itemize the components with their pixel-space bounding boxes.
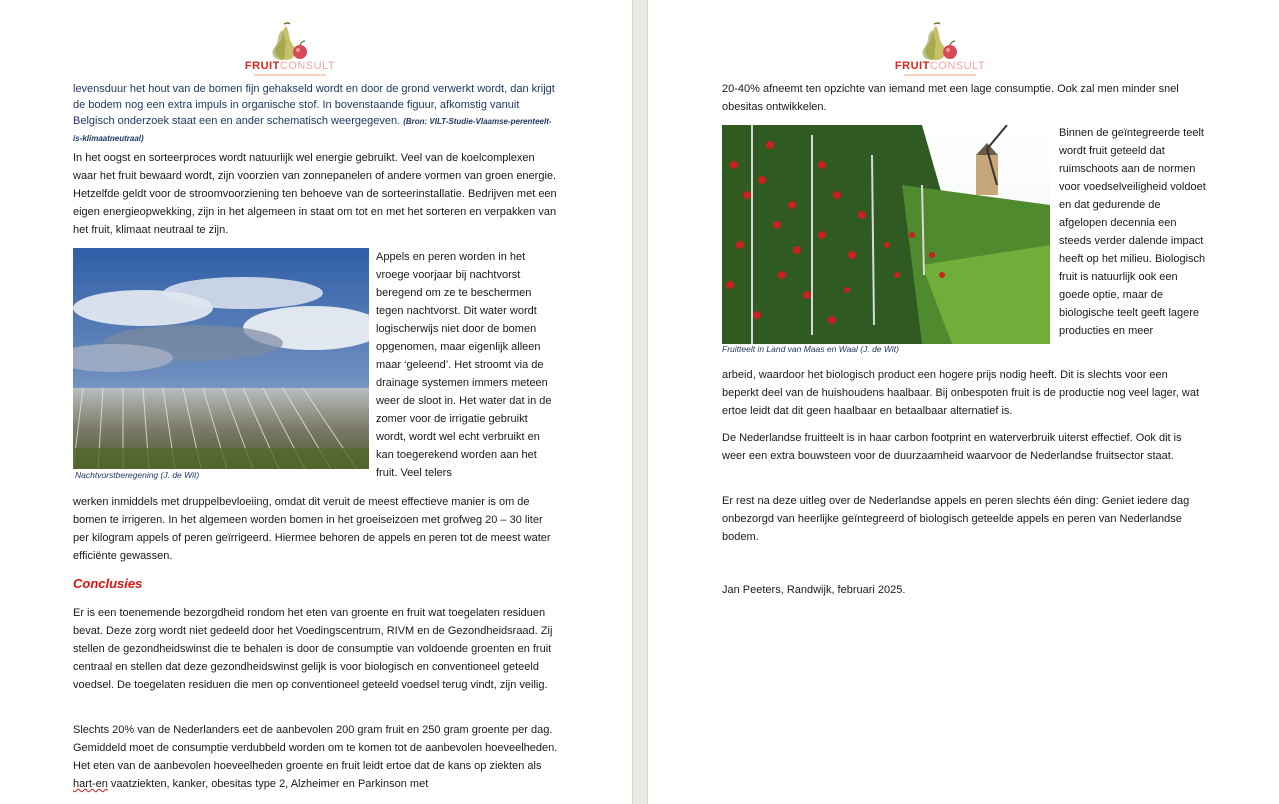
paragraph-residues: Er is een toenemende bezorgdheid rondom het eten van groente en fruit wat toegelaten residuen bevat. Deze zorg wordt niet gedeeld door het Voedingscentrum, RIVM en de Gezondheidsraad. Zij stellen de gezondheidswinst die te behalen is door de consumptie van voldoende groenten en fruit centraal en stellen dat deze gezondheidswinst gelijk is voor biologisch en conventioneel geteeld voedsel. De toegelaten residuen die men op conventioneel geteeld voedsel terug vindt, zijn veilig. [73, 607, 553, 691]
paragraph-bio-continued: arbeid, waardoor het biologisch product een hogere prijs nodig heeft. Dit is slechts voor een beperkt deel van de huishoudens haalbaar. Bij onbespoten fruit is de productie nog veel lager, wat ertoe leidt dat dit geen haalbaar en betaalbaar alternatief is. [722, 369, 1199, 417]
source-citation: (Bron: VILT-Studie-Vlaamse-perenteelt-is-klimaatneutraal) [73, 117, 552, 143]
photo-caption-orchard: Fruitteelt in Land van Maas en Waal (J. de Wit) [722, 344, 899, 354]
spelling-flag[interactable]: hart-en [73, 778, 108, 790]
paragraph-water-side: Appels en peren worden in het vroege voorjaar bij nachtvorst beregend om ze te beschermen tegen nachtvorst. Dit water wordt logischerwijs niet door de bomen opgenomen, maar eigenlijk alleen maar ‘geleend’. Het stroomt via de drainage systemen immers meteen weer de sloot in. Het water dat in de zomer voor de irrigatie gebruikt wordt, wordt wel echt verbruikt en kan toegerekend worden aan het fruit. Veel telers [376, 251, 552, 479]
signature-line: Jan Peeters, Randwijk, februari 2025. [722, 584, 906, 596]
paragraph-consumption: Slechts 20% van de Nederlanders eet de aanbevolen 200 gram fruit en 250 gram groente per dag. Gemiddeld moet de consumptie verdubbeld worden om te komen tot de aanbevolen hoeveelheden. Het eten van de aanbevolen hoeveelheden groente en fruit leidt ertoe dat de kans op ziekten als hart-en vaatziekten, kanker, obesitas type 2, Alzheimer en Parkinson met [73, 724, 558, 790]
fruitconsult-logo [890, 20, 990, 78]
logo-wordmark: FRUITCONSULT [894, 60, 986, 72]
pear-apple-icon [240, 20, 340, 62]
paragraph-closing: Er rest na deze uitleg over de Nederlandse appels en peren slechts één ding: Geniet iedere dag onbezorgd van heerlijke geïntegreerd of biologisch geteelde appels en peren van Nederlandse bodem. [722, 495, 1190, 543]
heading-conclusions: Conclusies [73, 576, 143, 591]
document-page-left [0, 0, 632, 804]
page-gap [632, 0, 648, 804]
document-page-right [648, 0, 1279, 804]
fruitconsult-logo [240, 20, 340, 78]
pear-apple-icon [890, 20, 990, 62]
paragraph-consumption-cont: 20-40% afneemt ten opzichte van iemand met een lage consumptie. Ook zal men minder snel obesitas ontwikkelen. [722, 83, 1179, 113]
paragraph-bio-side: Binnen de geïntegreerde teelt wordt fruit geteeld dat ruimschoots aan de normen voor voedselveiligheid voldoet en dat gedurende de afgelopen decennia een steeds verder dalende impact heeft op het milieu. Biologisch fruit is natuurlijk ook een goede optie, maar de biologische teelt geeft lagere producties en meer [1059, 127, 1206, 337]
paragraph-water-continued: werken inmiddels met druppelbevloeiing, omdat dit veruit de meest effectieve manier is om de bomen te irrigeren. In het algemeen worden bomen in het groeiseizoen met grofweg 20 – 30 liter per kilogram appels of peren geïrrigeerd. Hiermee behoren de appels en peren tot de meest water efficiënte gewassen. [73, 496, 551, 562]
paragraph-footprint: De Nederlandse fruitteelt is in haar carbon footprint en waterverbruik uiterst effectief. Ook dit is weer een extra bouwsteen voor de duurzaamheid waarvoor de Nederlandse fruitsector staat. [722, 432, 1182, 462]
orchard-photo [722, 125, 1050, 344]
intro-paragraph: levensduur het hout van de bomen fijn gehakseld wordt en door de grond verwerkt wordt, dan krijgt de bodem nog een extra impuls in organische stof. In bovenstaande figuur, afkomstig vanuit Belgisch onderzoek staat een en ander schematisch weergegeven. (Bron: VILT-Studie-Vlaamse-perenteelt-is-klimaatneutraal) [73, 83, 555, 143]
photo-caption-frost: Nachtvorstberegening (J. de Wit) [75, 470, 200, 480]
paragraph-energy: In het oogst en sorteerproces wordt natuurlijk wel energie gebruikt. Veel van de koelcomplexen waar het fruit bewaard wordt, zijn voorzien van zonnepanelen of andere vormen van groen energie. Hetzelfde geldt voor de stroomvoorziening ten behoeve van de sorteerinstallatie. Bedrijven met een eigen energieopwekking, zijn in het algemeen in staat om tot en met het sorteren en verpakken van het fruit, klimaat neutraal te zijn. [73, 152, 557, 236]
frost-irrigation-photo [73, 248, 369, 469]
logo-wordmark: FRUITCONSULT [244, 60, 336, 72]
